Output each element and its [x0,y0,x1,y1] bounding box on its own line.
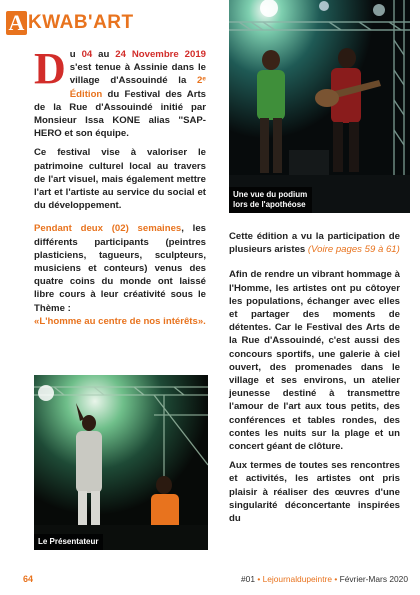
intro-text-1: s'est tenue à Assinie dans le village d'Assouindé la [69,62,206,87]
festival-purpose-paragraph: Ce festival vise à valoriser le patrimoine culturel local au travers de l'art visuel, mais également mettre l'art et l'artiste au service du social et du développement. [34,147,206,212]
separator-dot: • [334,574,338,584]
logo-initial: A [6,11,27,35]
separator-dot: • [257,574,261,584]
intro-paragraph [34,44,207,140]
article-left-column [34,44,207,334]
theme-highlight: «L'homme au centre de nos intérêts». [34,315,206,327]
issue-number: #01 [241,574,255,584]
intro-text-start: u [69,49,82,60]
podium-photo-illustration [229,0,410,213]
magazine-logo [6,9,134,37]
page-number: 64 [23,574,34,584]
site-name: Lejournaldupeintre [262,574,332,584]
podium-photo-caption [229,187,312,213]
article-right-column [229,230,400,531]
participants-text: , les différents participants (peintres plasticiens, tagueurs, sculpteurs, musiciens et conteurs) venus des quatre coins du monde ont laissé libre cours à leur créativité sous le Thème : [34,223,207,314]
start-date: 04 [81,49,93,60]
footer-info [241,574,408,584]
participants-paragraph [34,222,206,328]
presenter-photo-illustration [34,375,208,550]
conclusion-paragraph: Aux termes de toutes ses rencontres et activités, les artistes ont pris plaisir à réaliser des œuvres d'une singularité déconcertante inspirées du [229,460,400,525]
podium-caption-line2: lors de l'apothéose [233,200,306,209]
duration-highlight: Pendant deux (02) semaines [34,223,182,235]
intro-au: au [92,49,116,60]
page-reference: (Voire pages 59 à 61) [307,244,400,256]
intro-text-2: du Festival des Arts de la Rue d'Assouindé initié par Monsieur Issa KONE alias ''SAP-HERO et son équipe. [34,88,206,140]
presenter-photo-caption: Le Présentateur [34,534,103,550]
edition-label: 2ᵉ Édition [69,75,206,100]
participation-paragraph [229,230,400,256]
participation-text: Cette édition a vu la participation de plusieurs aristes [229,231,400,256]
homage-paragraph: Afin de rendre un vibrant hommage à l'Homme, les artistes ont pu côtoyer les populations, échanger avec elles et partager des moments de détentes. Car le Festival des Arts de la Rue d'Assouindé, c'est aussi des concours sportifs, une galerie à ciel ouvert, des promenades dans le village et ses environs, un atelier jeunesse destiné à transmettre l'amour de l'art aux tous petits, des conférences et tables rondes, des contes les nuits sur la plage et un concert géant de clôture. [229,269,400,453]
podium-caption-line1: Une vue du podium [233,190,308,199]
logo-text: KWAB'ART [28,12,134,33]
drop-cap: D [34,44,66,93]
issue-date: Février-Mars 2020 [339,574,408,584]
end-date: 24 Novembre 2019 [115,49,207,60]
podium-photo [229,0,410,213]
presenter-photo [34,375,208,550]
